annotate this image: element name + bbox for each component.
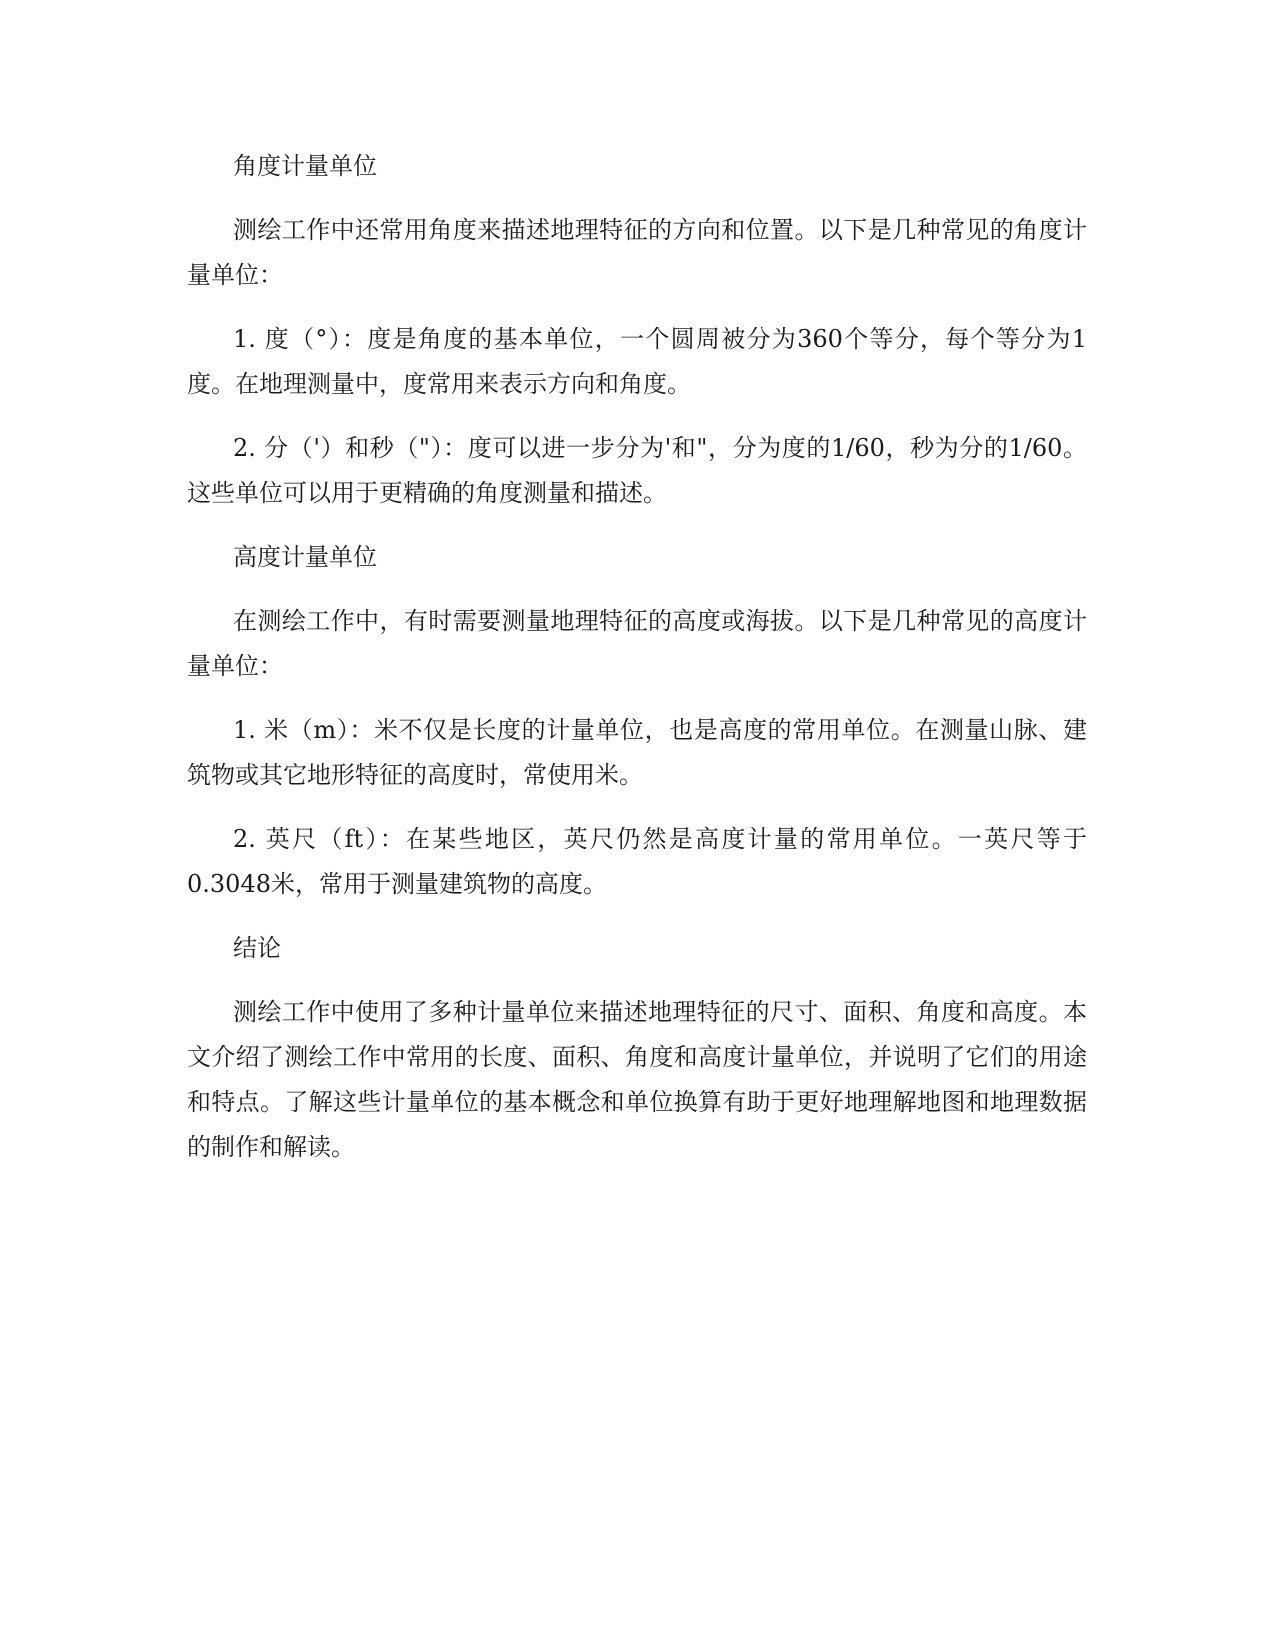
angle-item-degree: 1. 度（°）：度是角度的基本单位，一个圆周被分为360个等分，每个等分为1度。在地理测量中，度常用来表示方向和角度。 bbox=[187, 325, 1087, 398]
conclusion-paragraph: 测绘工作中使用了多种计量单位来描述地理特征的尺寸、面积、角度和高度。本文介绍了测绘工作中常用的长度、面积、角度和高度计量单位，并说明了它们的用途和特点。了解这些计量单位的基本概念和单位换算有助于更好地理解地图和地理数据的制作和解读。 bbox=[187, 998, 1087, 1161]
heading-conclusion: 结论 bbox=[233, 934, 281, 962]
angle-intro-paragraph: 测绘工作中还常用角度来描述地理特征的方向和位置。以下是几种常见的角度计量单位： bbox=[187, 216, 1087, 289]
height-item-foot: 2. 英尺（ft）：在某些地区，英尺仍然是高度计量的常用单位。一英尺等于0.3048米，常用于测量建筑物的高度。 bbox=[187, 825, 1087, 898]
document-body bbox=[187, 144, 1087, 1189]
heading-height-units: 高度计量单位 bbox=[233, 543, 377, 571]
angle-item-minute-second: 2. 分（'）和秒（"）：度可以进一步分为'和"，分为度的1/60，秒为分的1/60。这些单位可以用于更精确的角度测量和描述。 bbox=[187, 434, 1087, 507]
height-item-meter: 1. 米（m）：米不仅是长度的计量单位，也是高度的常用单位。在测量山脉、建筑物或其它地形特征的高度时，常使用米。 bbox=[187, 716, 1087, 789]
height-intro-paragraph: 在测绘工作中，有时需要测量地理特征的高度或海拔。以下是几种常见的高度计量单位： bbox=[187, 607, 1087, 680]
heading-angle-units: 角度计量单位 bbox=[233, 152, 377, 180]
